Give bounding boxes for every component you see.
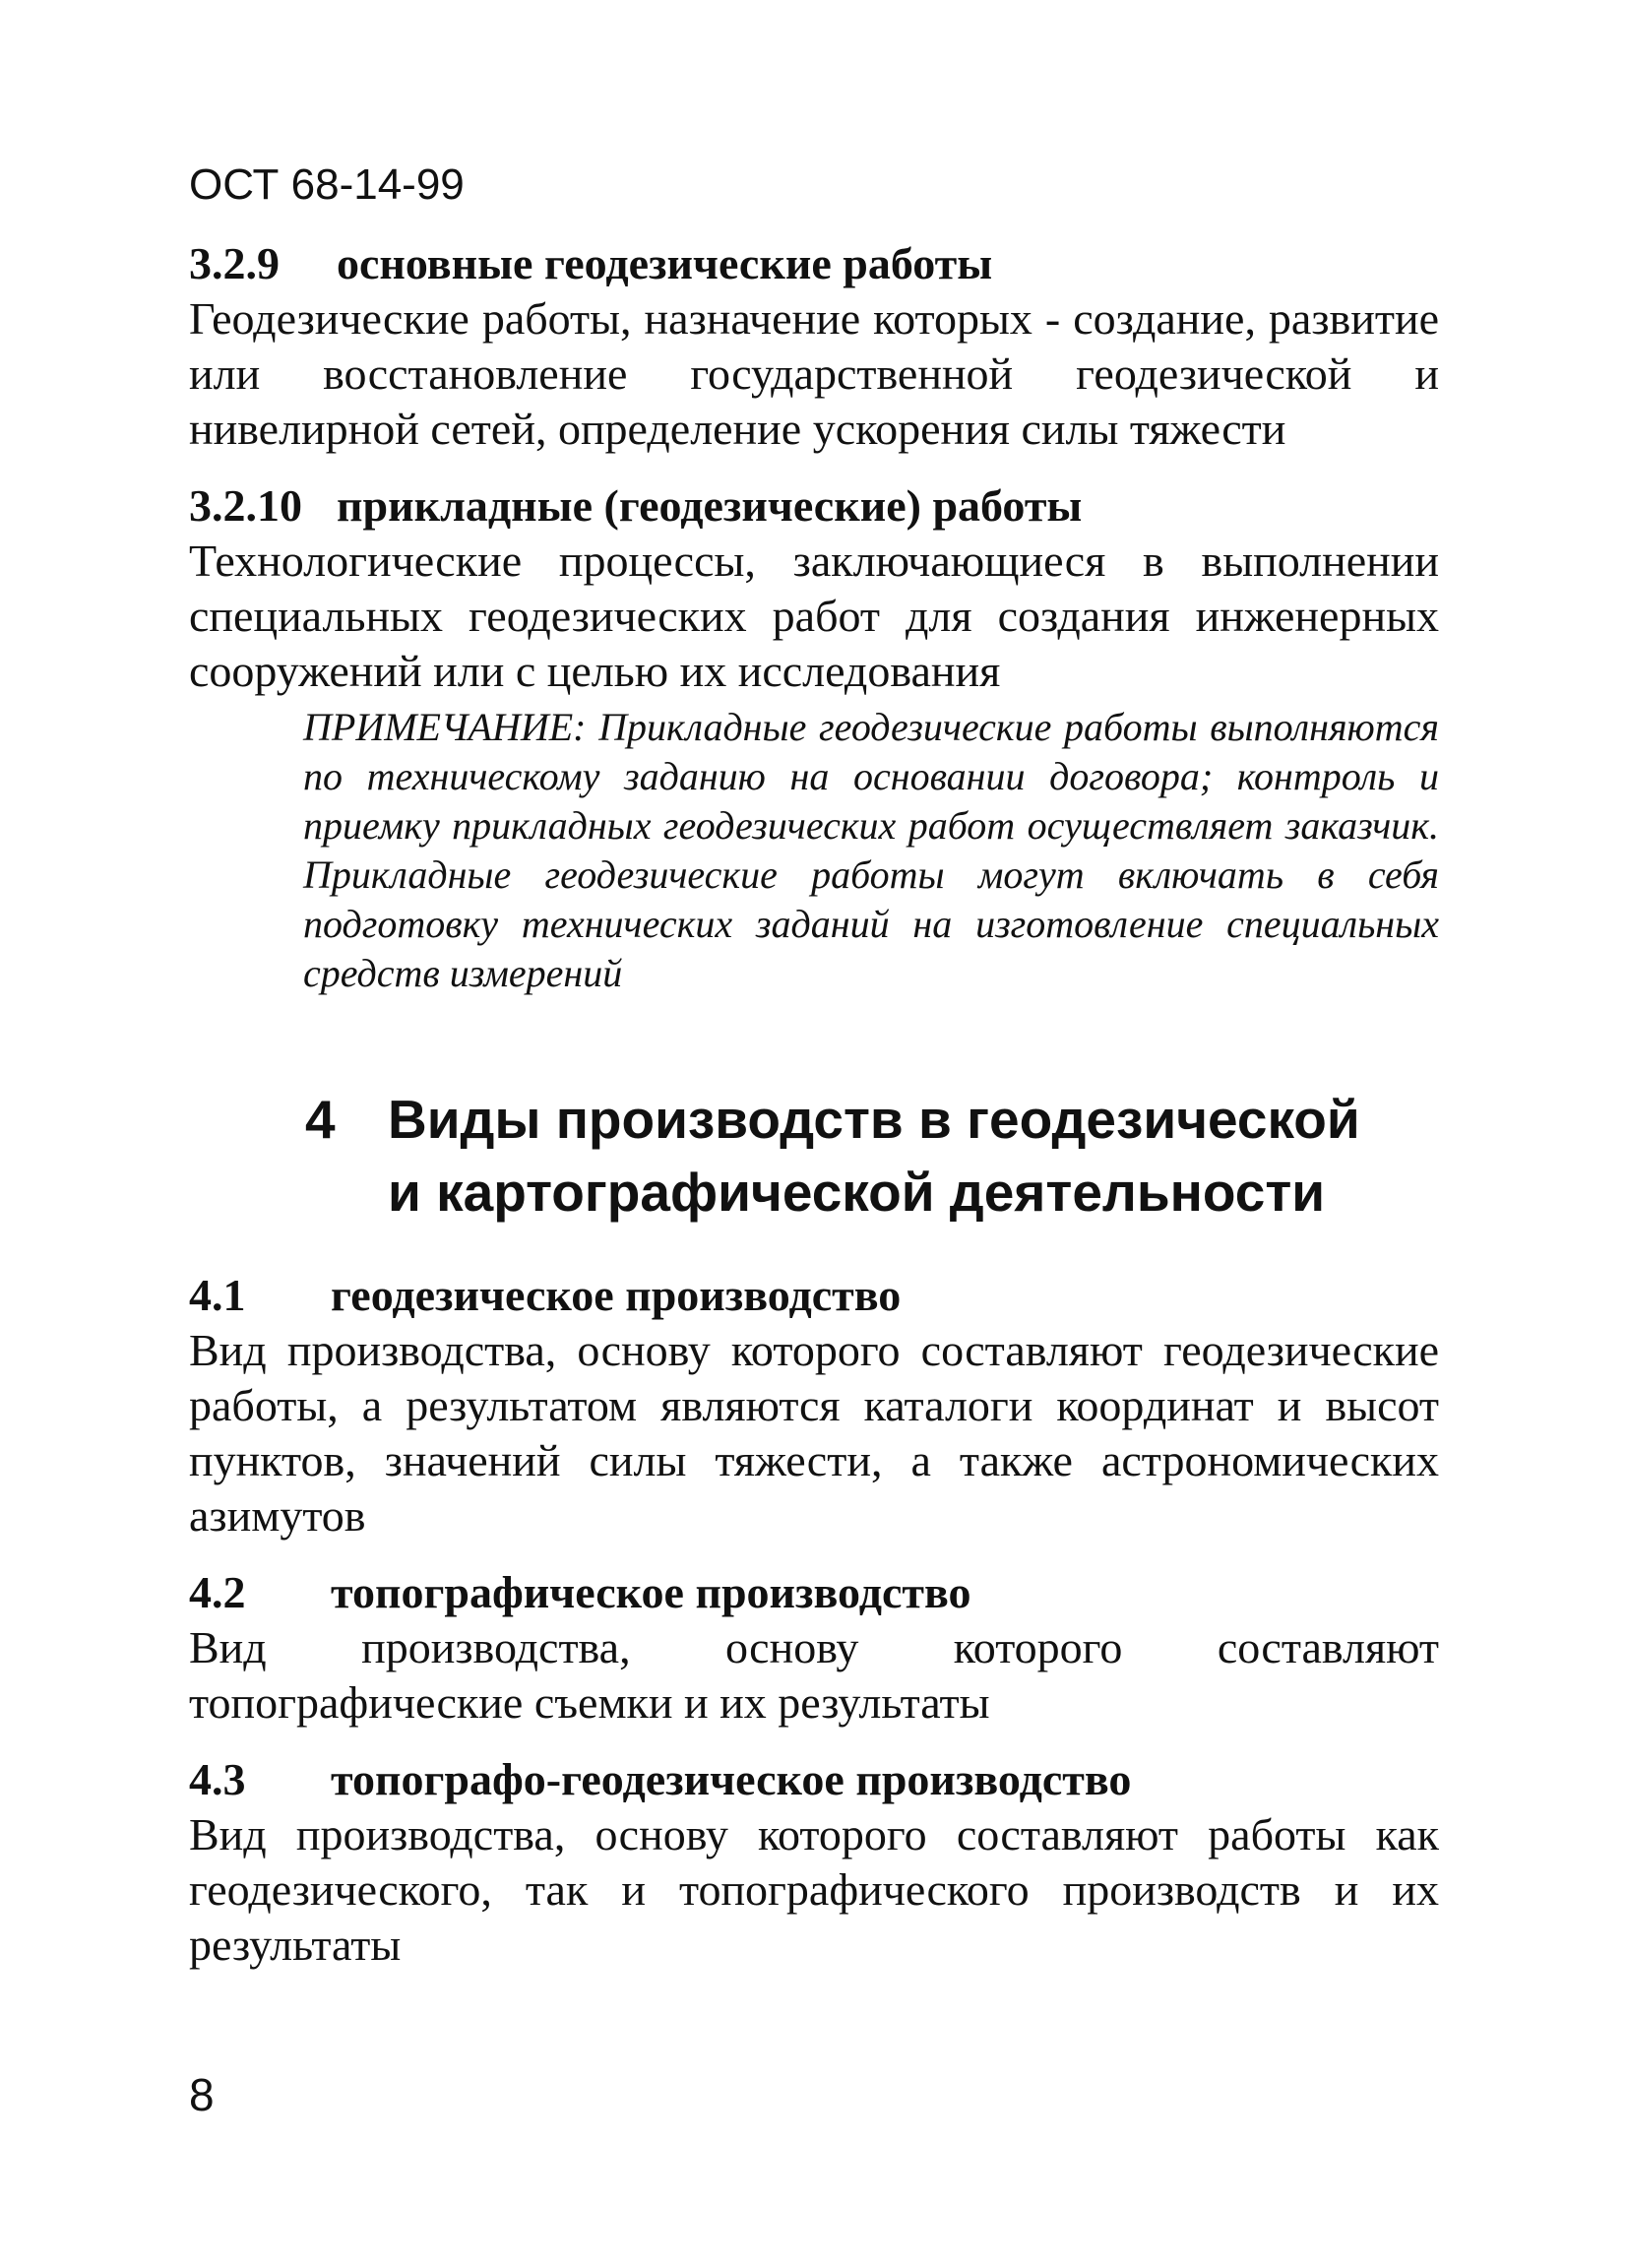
term-title: топографическое производство — [331, 1567, 971, 1617]
term-heading — [189, 1752, 1439, 1807]
term-definition: Вид производства, основу которого составляют геодезические работы, а результатом являются каталоги координат и высот пунктов, значений силы тяжести, а также астрономических азимутов — [189, 1325, 1439, 1541]
term-heading — [189, 236, 1439, 291]
section-number: 4 — [305, 1089, 336, 1150]
term-heading — [189, 1268, 1439, 1323]
section-title-line-2: и картографической деятельности — [388, 1162, 1326, 1223]
term-title: геодезическое производство — [331, 1270, 902, 1320]
term-entry-3-2-10 — [189, 478, 1439, 998]
term-number: 4.2 — [189, 1567, 246, 1617]
document-code: ОСТ 68-14-99 — [189, 160, 465, 209]
section-heading — [305, 1083, 1439, 1228]
term-definition: Технологические процессы, заключающиеся в выполнении специальных геодезических работ для создания инженерных сооружений или с целью их исследования — [189, 536, 1439, 696]
section-title-line-1: Виды производств в геодезической — [388, 1089, 1360, 1150]
page-number: 8 — [189, 2069, 215, 2120]
term-number: 4.3 — [189, 1754, 246, 1804]
page-content — [189, 236, 1439, 1973]
term-heading — [189, 478, 1439, 534]
term-title: топографо-геодезическое производство — [331, 1754, 1132, 1804]
section-title — [388, 1083, 1439, 1228]
term-entry-3-2-9 — [189, 236, 1439, 457]
term-number: 3.2.10 — [189, 480, 302, 531]
term-definition: Вид производства, основу которого составляют топографические съемки и их результаты — [189, 1622, 1439, 1728]
term-definition: Геодезические работы, назначение которых - создание, развитие или восстановление государственной геодезической и нивелирной сетей, определение ускорения силы тяжести — [189, 293, 1439, 454]
term-heading — [189, 1565, 1439, 1620]
term-entry-4-2 — [189, 1565, 1439, 1731]
term-note: ПРИМЕЧАНИЕ: Прикладные геодезические работы выполняются по техническому заданию на основании договора; контроль и приемку прикладных геодезических работ осуществляет заказчик. Прикладные геодезические работы могут включать в себя подготовку технических заданий на изготовление специальных средств измерений — [303, 705, 1439, 995]
term-entry-4-1 — [189, 1268, 1439, 1544]
term-definition: Вид производства, основу которого составляют работы как геодезического, так и топографического производств и их результаты — [189, 1809, 1439, 1970]
term-number: 4.1 — [189, 1270, 246, 1320]
term-number: 3.2.9 — [189, 238, 280, 288]
term-title: прикладные (геодезические) работы — [337, 480, 1083, 531]
term-title: основные геодезические работы — [337, 238, 993, 288]
term-entry-4-3 — [189, 1752, 1439, 1973]
